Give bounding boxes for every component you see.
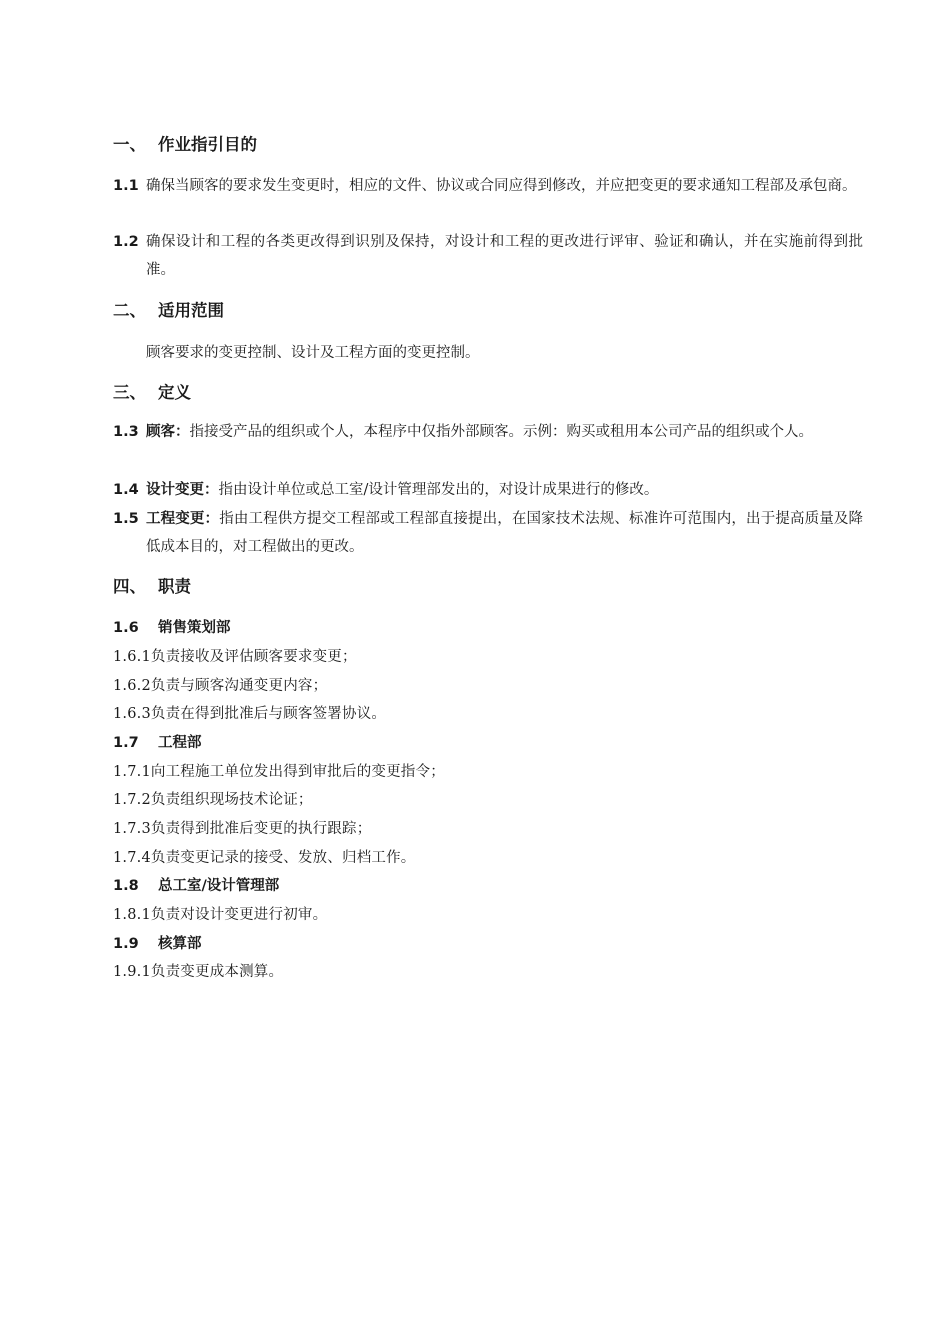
section-number: 四、 xyxy=(113,577,146,596)
item-text: 确保当顾客的要求发生变更时，相应的文件、协议或合同应得到修改，并应把变更的要求通知工程部及承包商。 xyxy=(146,178,857,194)
definition-item xyxy=(113,476,863,504)
definition-term: 顾客： xyxy=(146,424,190,440)
duty-item: 1.7.1向工程施工单位发出得到审批后的变更指令； xyxy=(113,764,445,780)
purpose-item xyxy=(113,172,863,200)
duty-department-heading xyxy=(113,733,202,753)
duty-department-heading xyxy=(113,934,202,954)
duty-item: 1.7.3负责得到批准后变更的执行跟踪； xyxy=(113,821,372,837)
department-name: 核算部 xyxy=(158,936,202,952)
section-title: 作业指引目的 xyxy=(158,135,257,154)
item-number: 1.2 xyxy=(113,234,139,250)
item-number: 1.5 xyxy=(113,511,139,527)
duty-item: 1.7.4负责变更记录的接受、发放、归档工作。 xyxy=(113,850,416,866)
department-number: 1.8 xyxy=(113,878,139,894)
department-number: 1.7 xyxy=(113,735,139,751)
definition-term: 设计变更： xyxy=(146,482,219,498)
duty-department-heading xyxy=(113,876,279,896)
section-heading-purpose xyxy=(113,135,257,155)
department-name: 工程部 xyxy=(158,735,202,751)
department-number: 1.9 xyxy=(113,936,139,952)
duty-item: 1.6.2负责与顾客沟通变更内容； xyxy=(113,678,328,694)
scope-text: 顾客要求的变更控制、设计及工程方面的变更控制。 xyxy=(146,345,480,361)
purpose-item xyxy=(113,228,863,284)
definition-item xyxy=(113,418,863,446)
department-name: 销售策划部 xyxy=(158,620,231,636)
definition-item xyxy=(113,505,863,561)
section-heading-definitions xyxy=(113,383,191,403)
section-number: 三、 xyxy=(113,383,146,402)
definition-term: 工程变更： xyxy=(146,511,220,527)
duty-item: 1.8.1负责对设计变更进行初审。 xyxy=(113,907,328,923)
section-title: 职责 xyxy=(158,577,191,596)
item-number: 1.3 xyxy=(113,424,139,440)
definition-text: 指由工程供方提交工程部或工程部直接提出，在国家技术法规、标准许可范围内，出于提高质量及降低成本目的，对工程做出的更改。 xyxy=(146,511,864,555)
section-number: 二、 xyxy=(113,301,146,320)
section-title: 适用范围 xyxy=(158,301,224,320)
item-number: 1.1 xyxy=(113,178,139,194)
section-number: 一、 xyxy=(113,135,146,154)
item-text: 确保设计和工程的各类更改得到识别及保持，对设计和工程的更改进行评审、验证和确认，并在实施前得到批准。 xyxy=(146,234,863,278)
section-heading-duties xyxy=(113,577,191,597)
definition-text: 指接受产品的组织或个人，本程序中仅指外部顾客。示例：购买或租用本公司产品的组织或个人。 xyxy=(189,424,813,440)
department-name: 总工室/设计管理部 xyxy=(158,878,280,894)
section-heading-scope xyxy=(113,301,224,321)
department-number: 1.6 xyxy=(113,620,139,636)
duty-item: 1.6.3负责在得到批准后与顾客签署协议。 xyxy=(113,706,387,722)
item-number: 1.4 xyxy=(113,482,139,498)
duty-item: 1.7.2负责组织现场技术论证； xyxy=(113,792,313,808)
definition-text: 指由设计单位或总工室/设计管理部发出的，对设计成果进行的修改。 xyxy=(218,482,659,498)
duty-item: 1.6.1负责接收及评估顾客要求变更； xyxy=(113,649,357,665)
duty-item: 1.9.1负责变更成本测算。 xyxy=(113,964,284,980)
section-title: 定义 xyxy=(158,383,191,402)
duty-department-heading xyxy=(113,618,231,638)
